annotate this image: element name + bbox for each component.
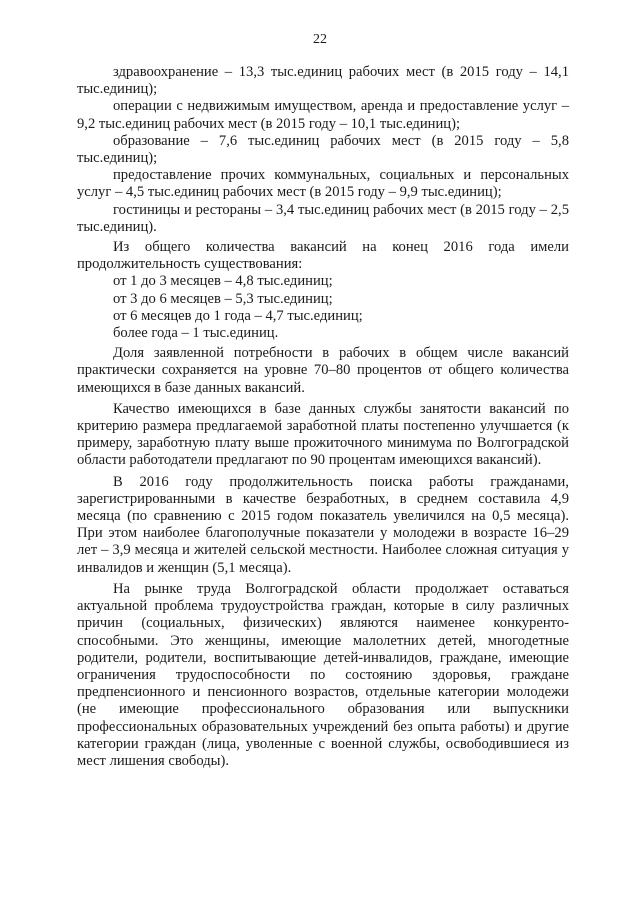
paragraph-education: образование – 7,6 тыс.единиц рабочих мест (в 2015 году – 5,8 тыс.единиц); [77,132,569,167]
document-body [77,64,569,770]
paragraph-healthcare: здравоохранение – 13,3 тыс.единиц рабочих мест (в 2015 году – 14,1 тыс.единиц); [77,64,569,98]
paragraph-employment-problem: На рынке труда Волгоградской области продолжает оставаться актуальной проблема трудоустройства граждан, которые в силу различных причин (социальных, физических) являются наименее конкуренто-способными. Это женщины, имеющие малолетних детей, многодетные родители, родители, воспитывающие детей-инвалидов, граждане, имеющие ограничения трудоспособности по состоянию здоровья, граждане предпенсионного и пенсионного возрастов, отдельные категории молодежи (не имеющие профессионального образования или выпускники профессиональных образовательных учреждений без опыта работы) и другие категории граждан (лица, уволенные с военной службы, освободившиеся из мест лишения свободы). [77,580,569,769]
list-item-3-6-months: от 3 до 6 месяцев – 5,3 тыс.единиц; [113,290,333,307]
paragraph-worker-demand-share: Доля заявленной потребности в рабочих в общем числе вакансий практически сохраняется на уровне 70–80 процентов от общего количества имеющихся в базе данных вакансий. [77,345,569,396]
list-item-6-12-months: от 6 месяцев до 1 года – 4,7 тыс.единиц; [113,307,363,324]
paragraph-real-estate: операции с недвижимым имуществом, аренда и предоставление услуг – 9,2 тыс.единиц рабочих мест (в 2015 году – 10,1 тыс.единиц); [77,98,569,132]
paragraph-vacancy-duration-intro: Из общего количества вакансий на конец 2016 года имели продолжительность существования: [77,239,569,273]
paragraph-vacancy-quality: Качество имеющихся в базе данных службы занятости вакансий по критерию размера предлагаемой заработной платы постепенно улучшается (к примеру, заработную плату выше прожиточного минимума по Волгоградской области работодатели предлагают по 90 процентам имеющихся вакансий). [77,400,569,469]
paragraph-job-search-duration: В 2016 году продолжительность поиска работы гражданами, зарегистрированными в качестве безработных, в среднем составила 4,9 месяца (по сравнению с 2015 годом показатель увеличился на 0,5 месяца). При этом наиболее благополучные показатели у молодежи в возрасте 16–29 лет – 3,9 месяца и жителей сельской местности. Наиболее сложная ситуация у инвалидов и женщин (5,1 месяца). [77,473,569,576]
paragraph-other-services: предоставление прочих коммунальных, социальных и персональных услуг – 4,5 тыс.единиц рабочих мест (в 2015 году – 9,9 тыс.единиц); [77,167,569,201]
page-number: 22 [313,32,327,47]
paragraph-hotels-restaurants: гостиницы и рестораны – 3,4 тыс.единиц рабочих мест (в 2015 году – 2,5 тыс.единиц). [77,201,569,235]
list-item-over-year: более года – 1 тыс.единиц. [113,325,279,342]
list-item-1-3-months: от 1 до 3 месяцев – 4,8 тыс.единиц; [113,273,333,290]
